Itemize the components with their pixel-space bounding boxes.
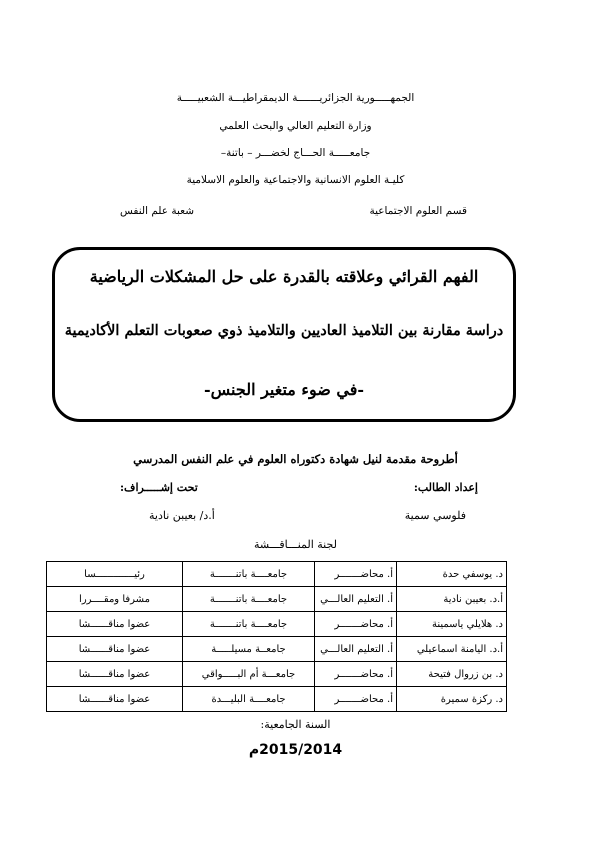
thesis-title-box xyxy=(52,247,516,422)
ministry-line: وزارة التعليم العالي والبحث العلمي xyxy=(219,120,372,132)
member-name: أ.د. اليامنة اسماعيلي xyxy=(397,637,507,662)
faculty-line: كليـة العلوم الانسانية والاجتماعية والعلوم الاسلامية xyxy=(186,174,405,186)
title-line-1: الفهم القرائي وعلاقته بالقدرة على حل المشكلات الرياضية xyxy=(89,267,479,286)
member-university: جامعــــة باتنـــــــة xyxy=(183,562,315,587)
member-rank: أ. محاضـــــــر xyxy=(315,562,397,587)
academic-year: 2015/2014م xyxy=(248,742,343,758)
committee-table xyxy=(46,561,507,712)
member-role: عضوا مناقــــــشا xyxy=(47,612,183,637)
title-line-2: دراسة مقارنة بين التلاميذ العاديين والتلاميذ ذوي صعوبات التعلم الأكاديمية xyxy=(64,322,504,339)
member-role: عضوا مناقــــــشا xyxy=(47,662,183,687)
member-role: مشرفا ومقــــررا xyxy=(47,587,183,612)
member-role: عضوا مناقــــــشا xyxy=(47,637,183,662)
department-line: قسم العلوم الاجتماعية xyxy=(369,205,467,217)
table-row xyxy=(47,687,507,712)
member-name: د. ركزة سميرة xyxy=(397,687,507,712)
table-row xyxy=(47,562,507,587)
degree-statement: أطروحة مقدمة لنيل شهادة دكتوراه العلوم في علم النفس المدرسي xyxy=(133,452,458,466)
table-row xyxy=(47,637,507,662)
title-line-3: -في ضوء متغير الجنس- xyxy=(204,380,364,399)
supervisor-label: تحت إشـــــراف: xyxy=(120,481,198,494)
member-university: جامعــــة البليـــدة xyxy=(183,687,315,712)
prepared-by-label: إعداد الطالب: xyxy=(413,481,478,494)
member-university: جامعــة مسيلـــــة xyxy=(183,637,315,662)
branch-line: شعبة علم النفس xyxy=(120,205,195,217)
member-role: عضوا مناقــــــشا xyxy=(47,687,183,712)
republic-line: الجمهـــــورية الجزائريـــــــة الديمقراطيـــة الشعبيـــــة xyxy=(176,92,415,104)
member-name: د. هلايلي ياسمينة xyxy=(397,612,507,637)
table-row xyxy=(47,662,507,687)
member-university: جامعــــة باتنـــــــة xyxy=(183,587,315,612)
member-university: جامعــــة باتنـــــــة xyxy=(183,612,315,637)
member-rank: أ. محاضـــــــر xyxy=(315,662,397,687)
student-name: فلوسي سمية xyxy=(404,509,466,522)
member-university: جامعـــة أم البـــــواقي xyxy=(183,662,315,687)
table-row xyxy=(47,587,507,612)
supervisor-name: أ.د/ بعيبن نادية xyxy=(149,509,215,522)
member-name: د. يوسفي حدة xyxy=(397,562,507,587)
table-row xyxy=(47,612,507,637)
member-name: د. بن زروال فتيحة xyxy=(397,662,507,687)
member-rank: أ. محاضـــــــر xyxy=(315,687,397,712)
member-rank: أ. التعليم العالـــي xyxy=(315,587,397,612)
member-rank: أ. التعليم العالـــي xyxy=(315,637,397,662)
member-role: رئيـــــــــــــسا xyxy=(47,562,183,587)
university-line: جامعـــــة الحـــاج لخضـــر – باتنة– xyxy=(220,147,371,159)
academic-year-label: السنة الجامعية: xyxy=(260,718,331,731)
member-name: أ.د. بعيبن نادية xyxy=(397,587,507,612)
member-rank: أ. محاضـــــــر xyxy=(315,612,397,637)
committee-title: لجنة المنـــاقـــشة xyxy=(254,538,337,551)
